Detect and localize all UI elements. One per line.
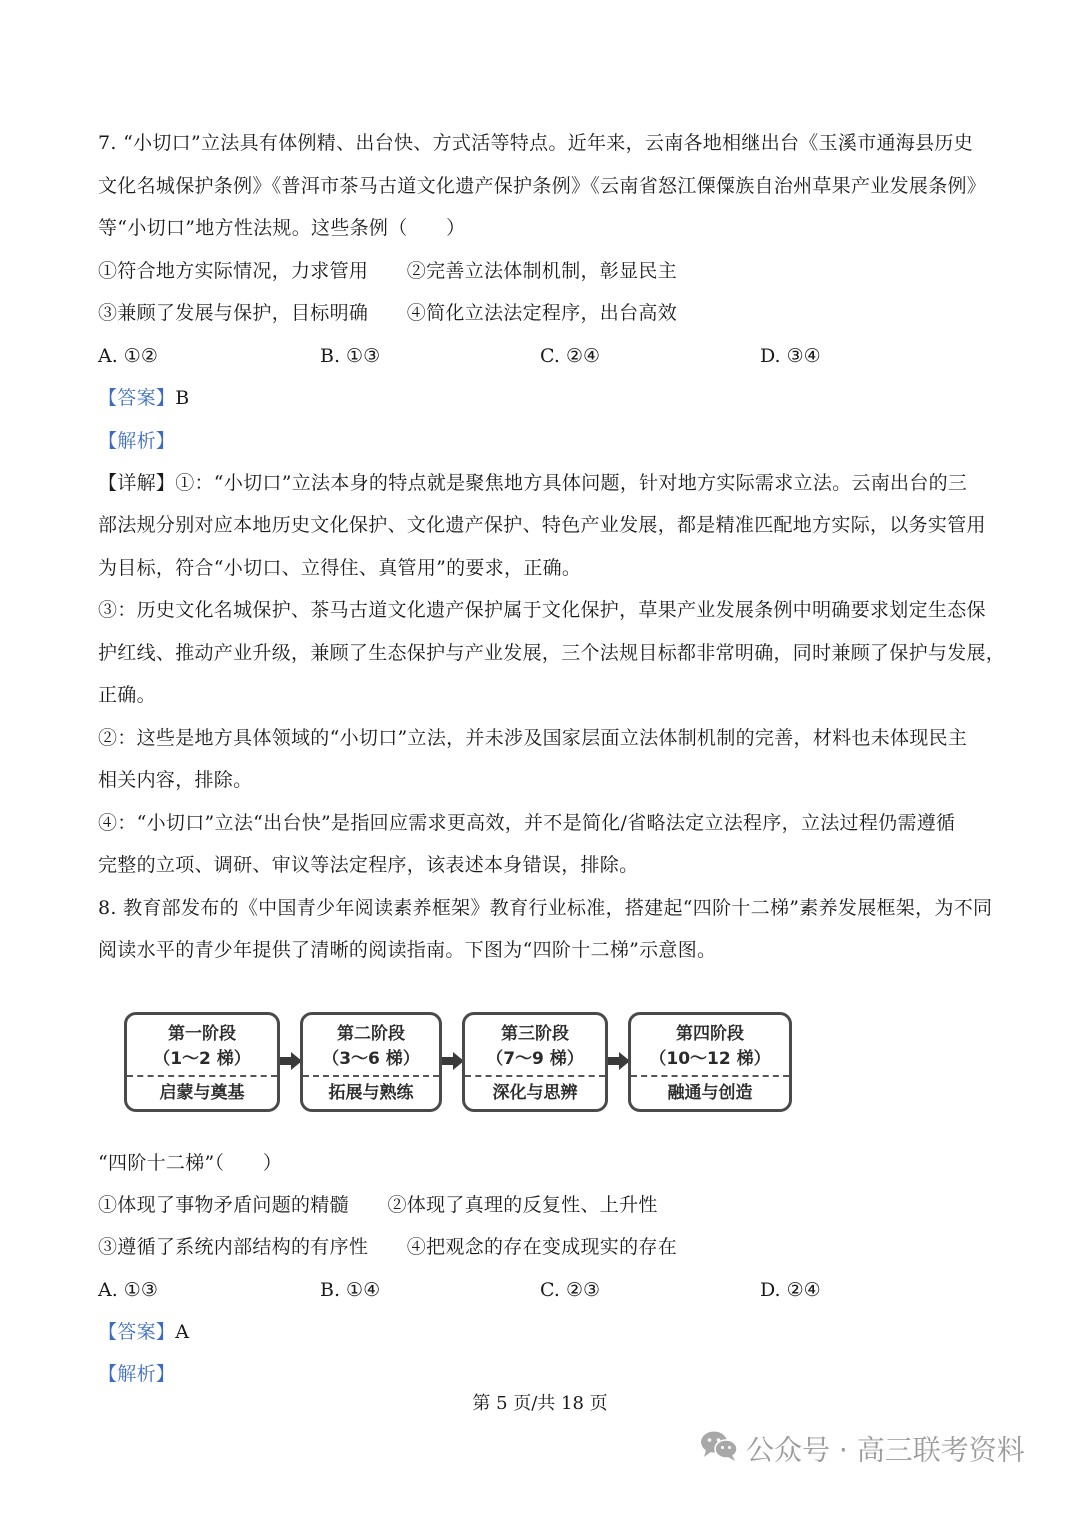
stage-box-2 [300,1012,442,1112]
q7-options [98,343,982,369]
four-stage-diagram [124,1012,792,1116]
q7-detail-line-10: 完整的立项、调研、审议等法定程序，该表述本身错误，排除。 [98,854,639,876]
q7-detail-line-2: 部法规分别对应本地历史文化保护、文化遗产保护、特色产业发展，都是精准匹配地方实际，以务实管用 [98,514,986,536]
q7-analysis-heading [98,428,175,454]
stage-3-steps: （7～9 梯） [486,1049,584,1069]
stage-4-steps: （10～12 梯） [649,1049,771,1069]
stage-4-theme: 融通与创造 [667,1083,753,1103]
arrow-icon [280,1052,302,1070]
q7-detail-line-4: ③：历史文化名城保护、茶马古道文化遗产保护属于文化保护，草果产业发展条例中明确要求划定生态保 [98,599,986,621]
q8-options [98,1277,982,1303]
watermark-text: 公众号 · 高三联考资料 [746,1433,1025,1467]
watermark [700,1430,1025,1470]
q8-analysis-heading [98,1361,175,1387]
stage-2-divider [303,1075,439,1077]
stage-2-title: 第二阶段 [337,1024,405,1044]
q7-detail-line-7: ②：这些是地方具体领域的“小切口”立法，并未涉及国家层面立法体制机制的完善，材料也未体现民主 [98,727,968,749]
stage-1-steps: （1～2 梯） [153,1049,251,1069]
q7-detail-line-6: 正确。 [98,684,156,706]
detail-text: ①：“小切口”立法本身的特点就是聚焦地方具体问题，针对地方实际需求立法。云南出台的三 [175,472,968,494]
q8-option-d: D. ②④ [760,1279,821,1301]
stage-2-theme: 拓展与熟练 [328,1083,414,1103]
arrow-icon [442,1052,464,1070]
q7-statement-line-2: ③兼顾了发展与保护，目标明确 ④简化立法法定程序，出台高效 [98,302,678,324]
q7-statement-line-1: ①符合地方实际情况，力求管用 ②完善立法体制机制，彰显民主 [98,260,678,282]
stage-box-1 [124,1012,280,1112]
q7-stem-line-3: 等“小切口”地方性法规。这些条例（ ） [98,217,466,239]
stage-1-divider [127,1075,277,1077]
stage-2-steps: （3～6 梯） [322,1049,420,1069]
answer-tag: 【答案】 [98,1321,176,1343]
q7-detail-line-8: 相关内容，排除。 [98,769,253,791]
stage-3-theme: 深化与思辨 [492,1083,578,1103]
stage-4-divider [631,1075,789,1077]
q7-option-c: C. ②④ [540,345,601,367]
stage-4-title: 第四阶段 [676,1024,744,1044]
wechat-icon [700,1430,738,1473]
stage-box-3 [462,1012,608,1112]
q7-answer [98,385,189,411]
q8-stem-line-2: 阅读水平的青少年提供了清晰的阅读指南。下图为“四阶十二梯”示意图。 [98,939,717,961]
q7-detail-line-1 [98,470,967,496]
analysis-tag: 【解析】 [98,430,176,452]
stage-1-theme: 启蒙与奠基 [159,1083,245,1103]
q7-detail-line-5: 护红线、推动产业升级，兼顾了生态保护与产业发展，三个法规目标都非常明确，同时兼顾了保护与发展， [98,642,1006,664]
stage-3-title: 第三阶段 [501,1024,569,1044]
answer-value: A [175,1321,190,1343]
arrow-icon [608,1052,630,1070]
q7-option-d: D. ③④ [760,345,821,367]
answer-tag: 【答案】 [98,387,176,409]
q7-detail-line-3: 为目标，符合“小切口、立得住、真管用”的要求，正确。 [98,557,582,579]
q8-answer [98,1319,189,1345]
q7-option-b: B. ①③ [320,345,381,367]
q8-option-c: C. ②③ [540,1279,601,1301]
q8-statement-line-1: ①体现了事物矛盾问题的精髓 ②体现了真理的反复性、上升性 [98,1194,658,1216]
stage-3-divider [465,1075,605,1077]
q8-stem-line-1: 8. 教育部发布的《中国青少年阅读素养框架》教育行业标准，搭建起“四阶十二梯”素养发展框架，为不同 [98,897,993,919]
page-number: 第 5 页/共 18 页 [472,1393,608,1414]
q7-detail-line-9: ④：“小切口”立法“出台快”是指回应需求更高效，并不是简化/省略法定立法程序，立法过程仍需遵循 [98,812,956,834]
q8-statement-line-2: ③遵循了系统内部结构的有序性 ④把观念的存在变成现实的存在 [98,1236,678,1258]
answer-value: B [175,387,190,409]
q7-option-a: A. ①② [98,345,158,367]
q7-stem-line-1: 7. “小切口”立法具有体例精、出台快、方式活等特点。近年来，云南各地相继出台《玉溪市通海县历史 [98,132,973,154]
q8-option-a: A. ①③ [98,1279,158,1301]
detail-tag: 【详解】 [98,472,176,494]
q8-question: “四阶十二梯”（ ） [98,1152,283,1174]
q7-stem-line-2: 文化名城保护条例》《普洱市茶马古道文化遗产保护条例》《云南省怒江傈僳族自治州草果产业发展条例》 [98,175,987,197]
q8-option-b: B. ①④ [320,1279,381,1301]
stage-box-4 [628,1012,792,1112]
analysis-tag: 【解析】 [98,1363,176,1385]
stage-1-title: 第一阶段 [168,1024,236,1044]
